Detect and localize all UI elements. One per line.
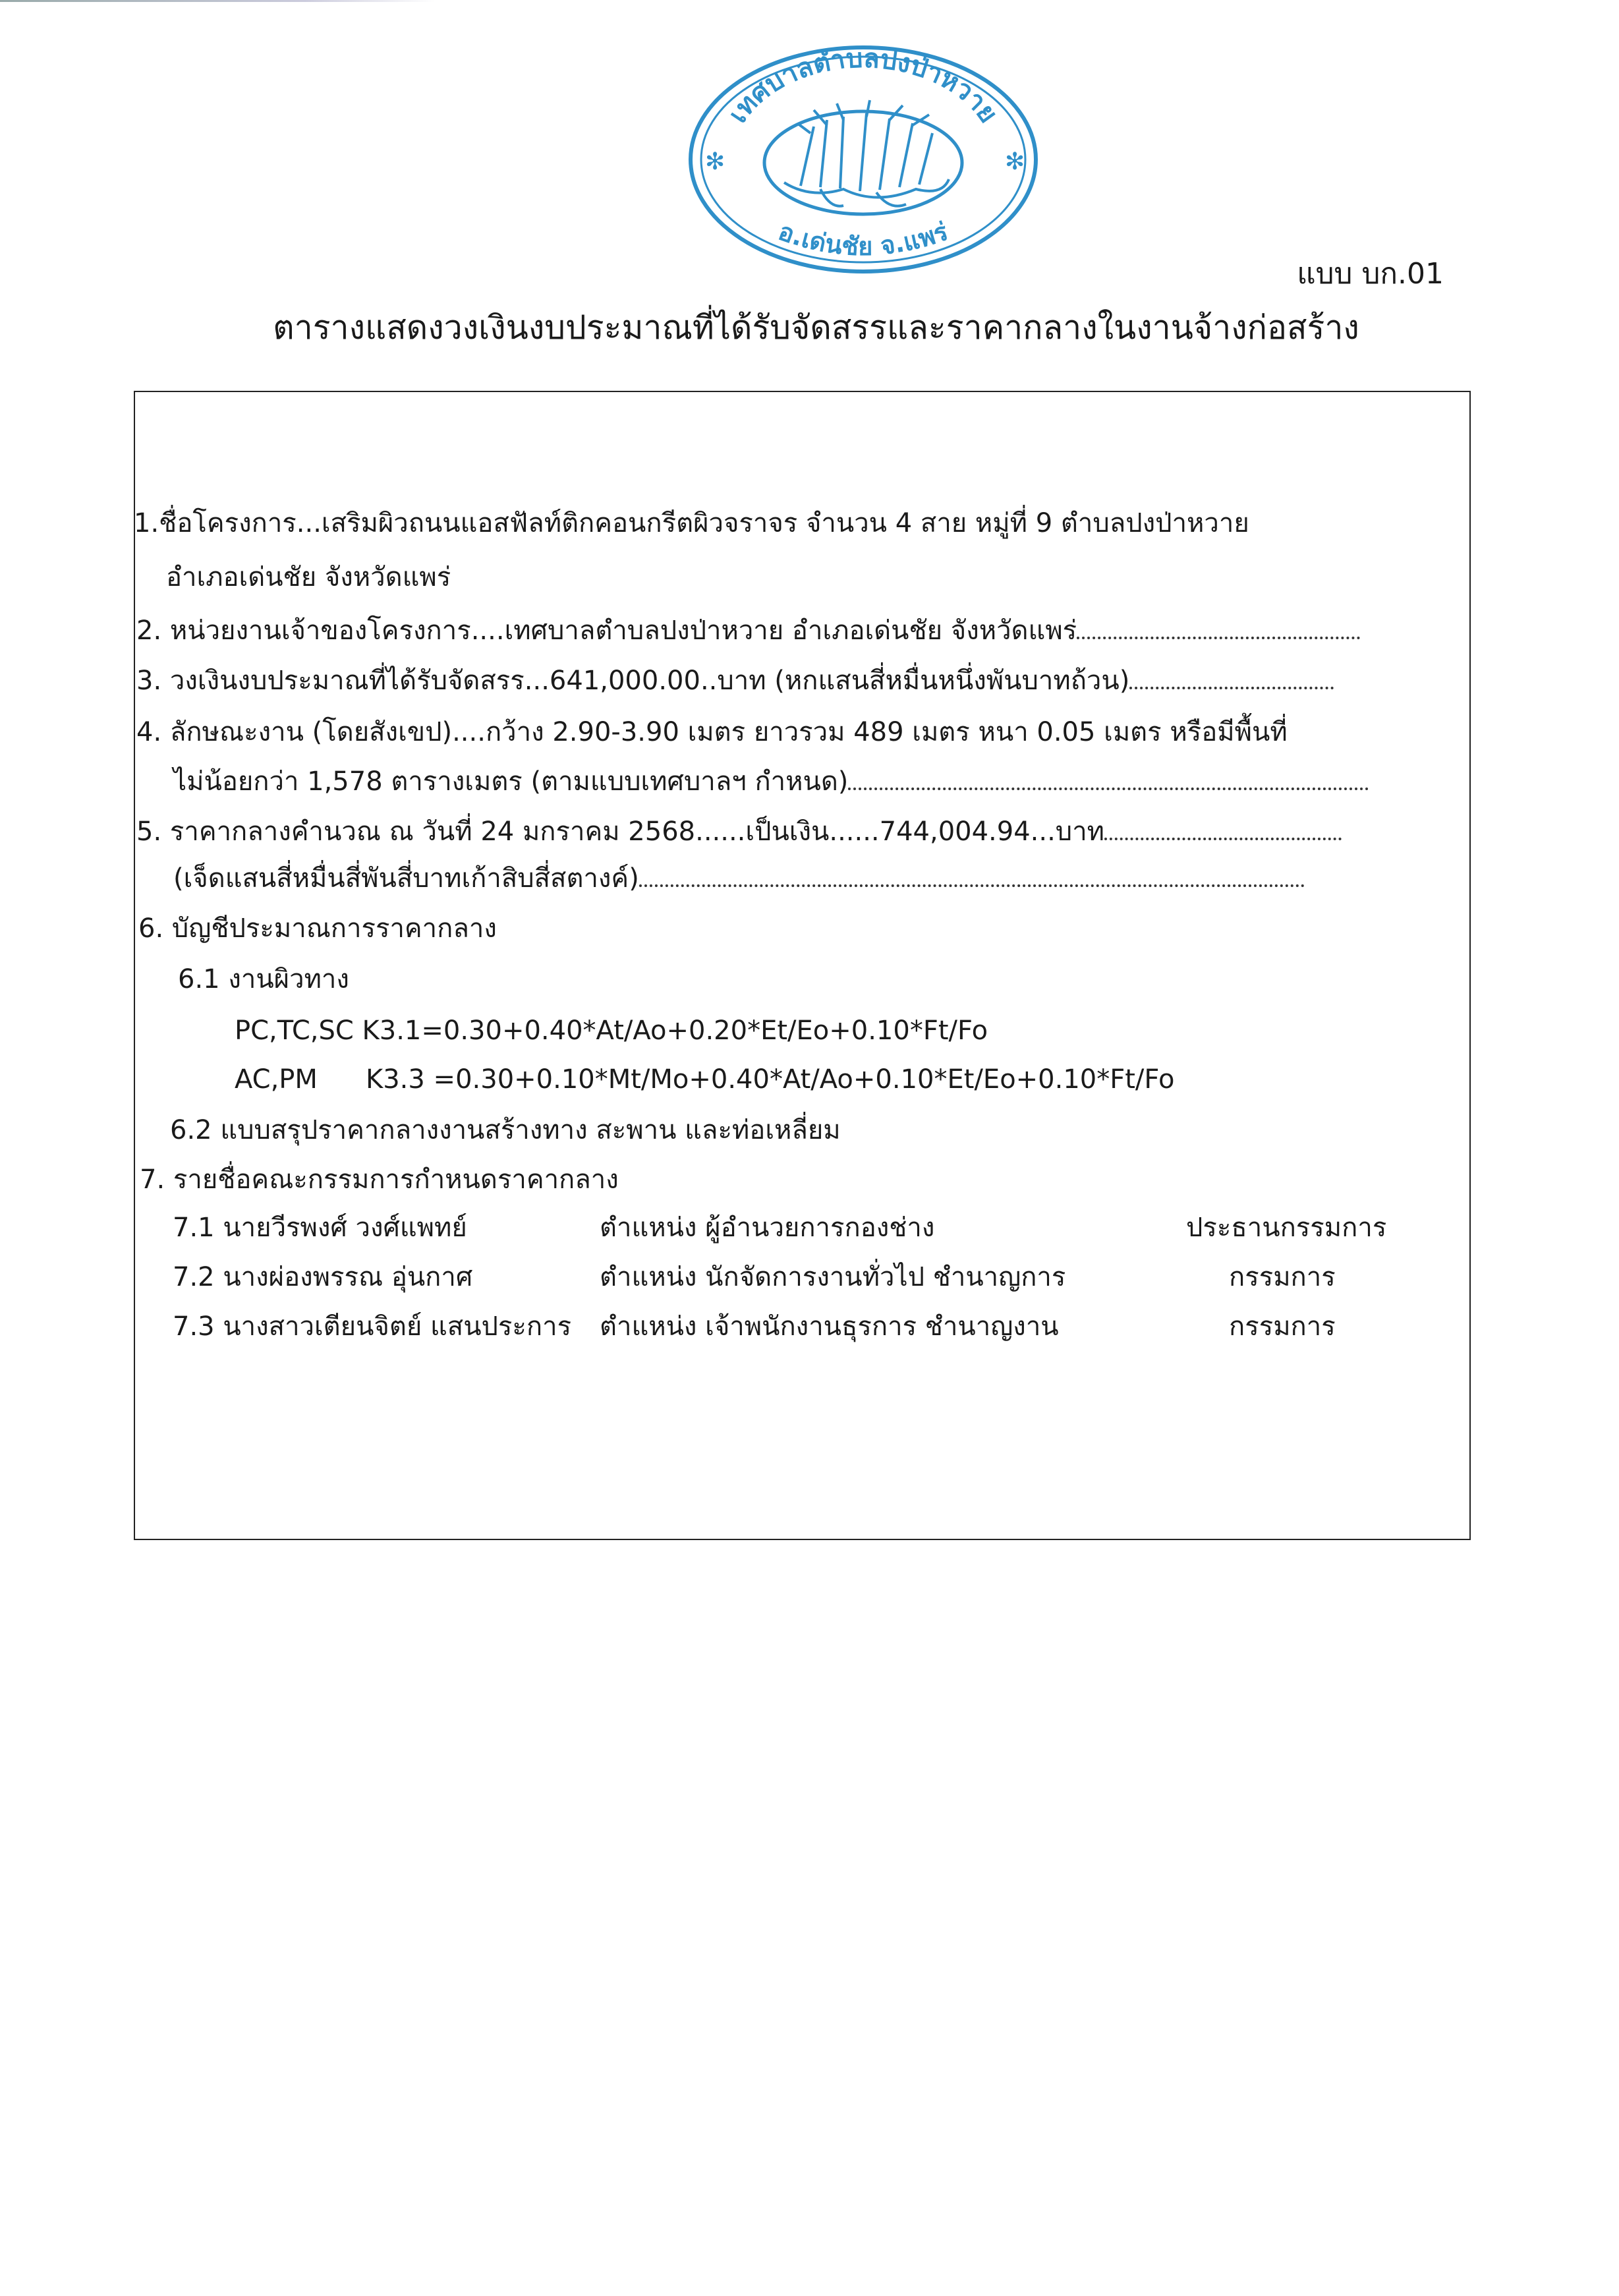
item-6-1: 6.1 งานผิวทาง [178, 964, 349, 994]
committee-position: ตำแหน่ง เจ้าพนักงานธุรการ ชำนาญงาน [600, 1311, 1059, 1342]
item-3: 3. วงเงินงบประมาณที่ได้รับจัดสรร...641,000.00..บาท (หกแสนสี่หมื่นหนึ่งพันบาทถ้วน) [136, 662, 1334, 699]
committee-role: ประธานกรรมการ [1186, 1213, 1387, 1243]
item-4-line-1: 4. ลักษณะงาน (โดยสังเขป)....กว้าง 2.90-3.90 เมตร ยาวรวม 489 เมตร หนา 0.05 เมตร หรือมีพื้นที่ [136, 717, 1288, 747]
item-5-line-2: (เจ็ดแสนสี่หมื่นสี่พันสี่บาทเก้าสิบสี่สตางค์) [173, 860, 1305, 897]
svg-text:✻: ✻ [1005, 148, 1025, 175]
formula-k3-3: K3.3 =0.30+0.10*Mt/Mo+0.40*At/Ao+0.10*Et/Eo+0.10*Ft/Fo [366, 1064, 1175, 1095]
committee-name: 7.2 นางผ่องพรรณ อุ่นกาศ [173, 1262, 473, 1292]
item-2: 2. หน่วยงานเจ้าของโครงการ....เทศบาลตำบลปงป่าหวาย อำเภอเด่นชัย จังหวัดแพร่ [136, 612, 1360, 649]
committee-role: กรรมการ [1229, 1311, 1336, 1342]
form-code: แบบ บก.01 [1297, 257, 1444, 291]
formula-k3-1: PC,TC,SC K3.1=0.30+0.40*At/Ao+0.20*Et/Eo+0.10*Ft/Fo [235, 1016, 988, 1046]
formula-k3-3-label: AC,PM [235, 1064, 318, 1095]
item-4-line-2: ไม่น้อยกว่า 1,578 ตารางเมตร (ตามแบบเทศบาลฯ กำหนด) [173, 763, 1369, 800]
committee-name: 7.1 นายวีรพงศ์ วงศ์แพทย์ [173, 1213, 467, 1243]
svg-text:อ.เด่นชัย จ.แพร่: อ.เด่นชัย จ.แพร่ [774, 216, 952, 262]
committee-position: ตำแหน่ง ผู้อำนวยการกองช่าง [600, 1213, 935, 1243]
committee-role: กรรมการ [1229, 1262, 1336, 1292]
scan-edge-line [0, 0, 435, 2]
committee-name: 7.3 นางสาวเตียนจิตย์ แสนประการ [173, 1311, 572, 1342]
svg-text:✻: ✻ [705, 148, 725, 175]
item-5-line-1: 5. ราคากลางคำนวณ ณ วันที่ 24 มกราคม 2568......เป็นเงิน......744,004.94...บาท [136, 813, 1342, 850]
item-1-line-2: อำเภอเด่นชัย จังหวัดแพร่ [166, 562, 451, 592]
item-7: 7. รายชื่อคณะกรรมการกำหนดราคากลาง [140, 1164, 619, 1195]
svg-text:เทศบาลตำบลปงป่าหวาย: เทศบาลตำบลปงป่าหวาย [722, 43, 1004, 129]
item-6: 6. บัญชีประมาณการราคากลาง [138, 913, 497, 944]
municipality-seal-stamp [679, 41, 1048, 278]
item-6-2: 6.2 แบบสรุปราคากลางงานสร้างทาง สะพาน และท่อเหลี่ยม [170, 1115, 841, 1145]
item-1-line-1: 1.ชื่อโครงการ...เสริมผิวถนนแอสฟัลท์ติกคอนกรีตผิวจราจร จำนวน 4 สาย หมู่ที่ 9 ตำบลปงป่าหวาย [134, 508, 1249, 538]
document-title: ตารางแสดงวงเงินงบประมาณที่ได้รับจัดสรรและราคากลางในงานจ้างก่อสร้าง [273, 308, 1359, 347]
committee-position: ตำแหน่ง นักจัดการงานทั่วไป ชำนาญการ [600, 1262, 1066, 1292]
